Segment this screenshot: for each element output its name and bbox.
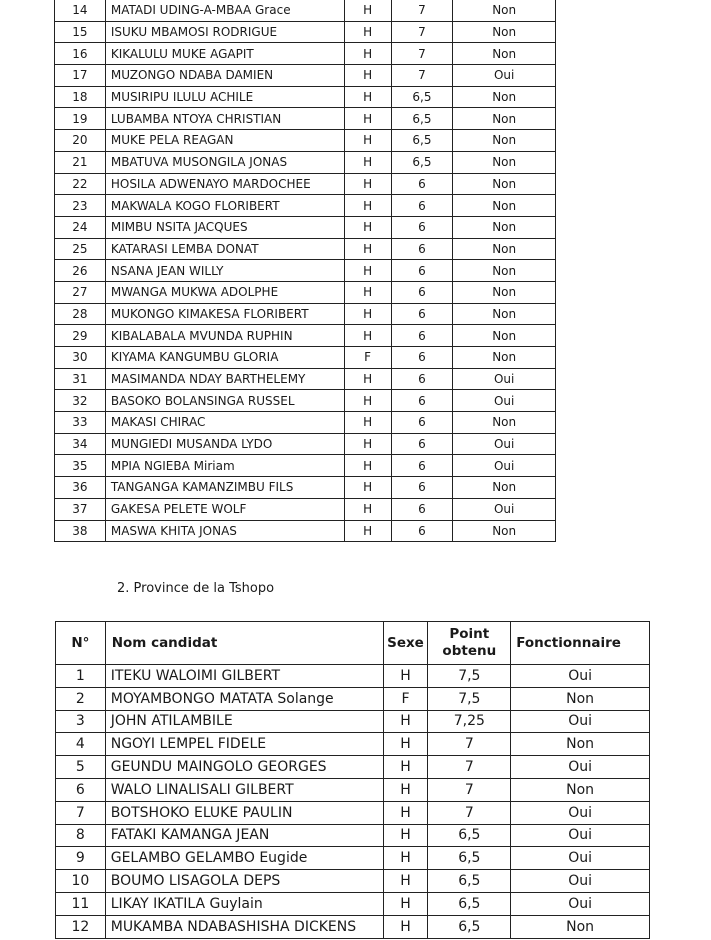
header-number: N° <box>56 622 106 665</box>
table-row <box>55 303 556 325</box>
cell-points: 6 <box>391 238 453 260</box>
cell-points: 7 <box>428 733 511 756</box>
cell-sexe: H <box>383 665 428 688</box>
cell-points: 7 <box>391 65 453 87</box>
cell-name: HOSILA ADWENAYO MARDOCHEE <box>105 173 344 195</box>
cell-number: 2 <box>56 687 106 710</box>
cell-name: GEUNDU MAINGOLO GEORGES <box>105 756 383 779</box>
cell-name: MUKONGO KIMAKESA FLORIBERT <box>105 303 344 325</box>
table-row <box>55 21 556 43</box>
cell-fonctionnaire: Non <box>453 173 556 195</box>
cell-fonctionnaire: Oui <box>453 65 556 87</box>
cell-name: MUKE PELA REAGAN <box>105 130 344 152</box>
cell-points: 6 <box>391 433 453 455</box>
cell-fonctionnaire: Oui <box>511 892 650 915</box>
cell-sexe: H <box>383 756 428 779</box>
cell-sexe: H <box>344 281 391 303</box>
table-header <box>56 622 650 665</box>
cell-fonctionnaire: Non <box>511 733 650 756</box>
cell-name: LUBAMBA NTOYA CHRISTIAN <box>105 108 344 130</box>
table-row <box>56 756 650 779</box>
cell-fonctionnaire: Non <box>453 0 556 21</box>
cell-name: MUKAMBA NDABASHISHA DICKENS <box>105 915 383 938</box>
cell-sexe: H <box>344 520 391 542</box>
header-name: Nom candidat <box>105 622 383 665</box>
cell-fonctionnaire: Oui <box>453 498 556 520</box>
cell-sexe: H <box>344 433 391 455</box>
cell-points: 7,25 <box>428 710 511 733</box>
cell-number: 17 <box>55 65 106 87</box>
table-row <box>56 892 650 915</box>
cell-points: 6 <box>391 260 453 282</box>
cell-fonctionnaire: Non <box>453 195 556 217</box>
cell-points: 6 <box>391 455 453 477</box>
cell-name: MASIMANDA NDAY BARTHELEMY <box>105 368 344 390</box>
table-row <box>56 915 650 938</box>
table-row <box>55 130 556 152</box>
cell-sexe: H <box>344 303 391 325</box>
cell-points: 6 <box>391 281 453 303</box>
table-row <box>55 281 556 303</box>
cell-name: ITEKU WALOIMI GILBERT <box>105 665 383 688</box>
cell-sexe: H <box>344 173 391 195</box>
header-points <box>428 622 511 665</box>
cell-points: 6,5 <box>428 892 511 915</box>
cell-points: 6,5 <box>391 130 453 152</box>
cell-name: MOYAMBONGO MATATA Solange <box>105 687 383 710</box>
cell-points: 6 <box>391 412 453 434</box>
cell-name: KIBALABALA MVUNDA RUPHIN <box>105 325 344 347</box>
cell-points: 6,5 <box>428 847 511 870</box>
cell-sexe: H <box>344 325 391 347</box>
cell-sexe: H <box>383 778 428 801</box>
cell-name: WALO LINALISALI GILBERT <box>105 778 383 801</box>
cell-number: 25 <box>55 238 106 260</box>
cell-points: 6,5 <box>428 915 511 938</box>
table-row <box>55 216 556 238</box>
table-row <box>56 687 650 710</box>
table-row <box>55 108 556 130</box>
header-sexe: Sexe <box>383 622 428 665</box>
cell-sexe: H <box>383 870 428 893</box>
cell-points: 6 <box>391 173 453 195</box>
cell-fonctionnaire: Oui <box>453 433 556 455</box>
cell-number: 12 <box>56 915 106 938</box>
cell-points: 6,5 <box>391 151 453 173</box>
cell-name: MASWA KHITA JONAS <box>105 520 344 542</box>
cell-number: 20 <box>55 130 106 152</box>
cell-sexe: H <box>344 390 391 412</box>
cell-sexe: H <box>344 238 391 260</box>
cell-sexe: H <box>383 733 428 756</box>
table-row <box>55 260 556 282</box>
cell-sexe: H <box>344 477 391 499</box>
cell-number: 34 <box>55 433 106 455</box>
cell-name: NGOYI LEMPEL FIDELE <box>105 733 383 756</box>
cell-fonctionnaire: Oui <box>453 368 556 390</box>
cell-sexe: H <box>383 710 428 733</box>
cell-sexe: H <box>383 801 428 824</box>
cell-fonctionnaire: Non <box>453 216 556 238</box>
cell-number: 22 <box>55 173 106 195</box>
cell-fonctionnaire: Oui <box>511 710 650 733</box>
cell-points: 6 <box>391 347 453 369</box>
cell-points: 6,5 <box>391 86 453 108</box>
cell-sexe: H <box>344 65 391 87</box>
table-row <box>55 151 556 173</box>
cell-sexe: H <box>344 455 391 477</box>
cell-number: 37 <box>55 498 106 520</box>
cell-name: MUZONGO NDABA DAMIEN <box>105 65 344 87</box>
cell-number: 8 <box>56 824 106 847</box>
cell-points: 7 <box>428 778 511 801</box>
cell-name: MATADI UDING-A-MBAA Grace <box>105 0 344 21</box>
cell-sexe: H <box>344 130 391 152</box>
cell-number: 21 <box>55 151 106 173</box>
cell-name: MAKWALA KOGO FLORIBERT <box>105 195 344 217</box>
cell-points: 7 <box>428 756 511 779</box>
cell-name: MBATUVA MUSONGILA JONAS <box>105 151 344 173</box>
cell-number: 16 <box>55 43 106 65</box>
cell-number: 4 <box>56 733 106 756</box>
cell-fonctionnaire: Non <box>453 303 556 325</box>
cell-points: 7,5 <box>428 665 511 688</box>
cell-number: 29 <box>55 325 106 347</box>
table-row <box>55 173 556 195</box>
candidates-table-tshopo <box>55 621 650 939</box>
table-row <box>55 477 556 499</box>
cell-sexe: H <box>344 0 391 21</box>
cell-number: 11 <box>56 892 106 915</box>
cell-number: 38 <box>55 520 106 542</box>
table-row <box>55 455 556 477</box>
cell-points: 7 <box>391 0 453 21</box>
cell-name: MPIA NGIEBA Miriam <box>105 455 344 477</box>
table-row <box>55 325 556 347</box>
cell-sexe: H <box>383 824 428 847</box>
cell-fonctionnaire: Oui <box>511 756 650 779</box>
section-heading-tshopo: 2. Province de la Tshopo <box>117 581 275 596</box>
cell-number: 6 <box>56 778 106 801</box>
cell-sexe: H <box>344 368 391 390</box>
cell-number: 33 <box>55 412 106 434</box>
cell-fonctionnaire: Non <box>453 108 556 130</box>
cell-points: 6 <box>391 195 453 217</box>
cell-number: 36 <box>55 477 106 499</box>
table-row <box>55 368 556 390</box>
table-row <box>55 498 556 520</box>
cell-name: MUNGIEDI MUSANDA LYDO <box>105 433 344 455</box>
candidates-table-continued <box>54 0 556 542</box>
header-points-line2: obtenu <box>442 643 497 659</box>
cell-number: 18 <box>55 86 106 108</box>
cell-number: 24 <box>55 216 106 238</box>
cell-fonctionnaire: Oui <box>511 847 650 870</box>
table-row <box>56 870 650 893</box>
table-row <box>56 665 650 688</box>
cell-points: 6 <box>391 477 453 499</box>
cell-fonctionnaire: Non <box>453 477 556 499</box>
cell-number: 26 <box>55 260 106 282</box>
cell-points: 7,5 <box>428 687 511 710</box>
table-row <box>55 0 556 21</box>
cell-sexe: H <box>344 86 391 108</box>
cell-sexe: H <box>344 21 391 43</box>
cell-name: MUSIRIPU ILULU ACHILE <box>105 86 344 108</box>
cell-name: LIKAY IKATILA Guylain <box>105 892 383 915</box>
cell-points: 6,5 <box>391 108 453 130</box>
cell-fonctionnaire: Non <box>511 778 650 801</box>
cell-fonctionnaire: Non <box>511 687 650 710</box>
cell-points: 6,5 <box>428 870 511 893</box>
table-row <box>56 847 650 870</box>
table-row <box>55 520 556 542</box>
cell-sexe: H <box>344 216 391 238</box>
cell-fonctionnaire: Non <box>453 43 556 65</box>
cell-name: KIKALULU MUKE AGAPIT <box>105 43 344 65</box>
cell-points: 6 <box>391 368 453 390</box>
cell-fonctionnaire: Non <box>511 915 650 938</box>
cell-name: KIYAMA KANGUMBU GLORIA <box>105 347 344 369</box>
cell-sexe: H <box>344 498 391 520</box>
cell-number: 1 <box>56 665 106 688</box>
header-points-line1: Point <box>449 626 490 642</box>
cell-sexe: H <box>344 151 391 173</box>
cell-number: 5 <box>56 756 106 779</box>
cell-number: 14 <box>55 0 106 21</box>
cell-sexe: H <box>383 892 428 915</box>
cell-number: 23 <box>55 195 106 217</box>
cell-number: 30 <box>55 347 106 369</box>
cell-sexe: H <box>383 915 428 938</box>
cell-fonctionnaire: Non <box>453 86 556 108</box>
cell-fonctionnaire: Non <box>453 520 556 542</box>
cell-name: KATARASI LEMBA DONAT <box>105 238 344 260</box>
cell-fonctionnaire: Oui <box>511 824 650 847</box>
cell-number: 15 <box>55 21 106 43</box>
cell-points: 6 <box>391 216 453 238</box>
cell-name: NSANA JEAN WILLY <box>105 260 344 282</box>
cell-fonctionnaire: Oui <box>511 870 650 893</box>
cell-number: 10 <box>56 870 106 893</box>
cell-number: 31 <box>55 368 106 390</box>
cell-fonctionnaire: Non <box>453 281 556 303</box>
cell-fonctionnaire: Non <box>453 412 556 434</box>
cell-points: 7 <box>391 43 453 65</box>
cell-sexe: F <box>344 347 391 369</box>
table-row <box>55 86 556 108</box>
cell-sexe: H <box>344 195 391 217</box>
cell-fonctionnaire: Non <box>453 151 556 173</box>
cell-name: JOHN ATILAMBILE <box>105 710 383 733</box>
cell-name: BOUMO LISAGOLA DEPS <box>105 870 383 893</box>
cell-fonctionnaire: Non <box>453 130 556 152</box>
cell-number: 27 <box>55 281 106 303</box>
cell-number: 7 <box>56 801 106 824</box>
candidates-table-body <box>55 0 556 542</box>
cell-fonctionnaire: Non <box>453 347 556 369</box>
cell-points: 6 <box>391 325 453 347</box>
cell-name: TANGANGA KAMANZIMBU FILS <box>105 477 344 499</box>
cell-fonctionnaire: Non <box>453 21 556 43</box>
cell-name: BOTSHOKO ELUKE PAULIN <box>105 801 383 824</box>
header-fonctionnaire: Fonctionnaire <box>511 622 650 665</box>
cell-points: 6 <box>391 498 453 520</box>
table-row <box>56 710 650 733</box>
candidates-table-body <box>56 665 650 939</box>
table-row <box>55 433 556 455</box>
table-row <box>55 390 556 412</box>
cell-fonctionnaire: Oui <box>511 801 650 824</box>
cell-sexe: F <box>383 687 428 710</box>
cell-number: 19 <box>55 108 106 130</box>
cell-number: 32 <box>55 390 106 412</box>
cell-name: FATAKI KAMANGA JEAN <box>105 824 383 847</box>
cell-fonctionnaire: Non <box>453 260 556 282</box>
cell-points: 6 <box>391 520 453 542</box>
table-row <box>56 824 650 847</box>
cell-points: 7 <box>391 21 453 43</box>
cell-name: MIMBU NSITA JACQUES <box>105 216 344 238</box>
cell-sexe: H <box>344 108 391 130</box>
cell-number: 35 <box>55 455 106 477</box>
table-row <box>55 65 556 87</box>
cell-points: 6 <box>391 390 453 412</box>
cell-number: 9 <box>56 847 106 870</box>
cell-fonctionnaire: Oui <box>511 665 650 688</box>
table-row <box>56 778 650 801</box>
cell-sexe: H <box>344 260 391 282</box>
header-row <box>56 622 650 665</box>
table-row <box>55 195 556 217</box>
cell-name: BASOKO BOLANSINGA RUSSEL <box>105 390 344 412</box>
table-row <box>56 801 650 824</box>
cell-fonctionnaire: Non <box>453 238 556 260</box>
cell-name: GAKESA PELETE WOLF <box>105 498 344 520</box>
cell-fonctionnaire: Oui <box>453 390 556 412</box>
cell-number: 28 <box>55 303 106 325</box>
table-row <box>55 238 556 260</box>
table-row <box>55 43 556 65</box>
cell-points: 6 <box>391 303 453 325</box>
cell-name: MWANGA MUKWA ADOLPHE <box>105 281 344 303</box>
cell-name: ISUKU MBAMOSI RODRIGUE <box>105 21 344 43</box>
cell-sexe: H <box>344 43 391 65</box>
cell-sexe: H <box>344 412 391 434</box>
cell-fonctionnaire: Non <box>453 325 556 347</box>
cell-name: MAKASI CHIRAC <box>105 412 344 434</box>
table-row <box>56 733 650 756</box>
cell-name: GELAMBO GELAMBO Eugide <box>105 847 383 870</box>
table-row <box>55 347 556 369</box>
table-row <box>55 412 556 434</box>
cell-number: 3 <box>56 710 106 733</box>
cell-sexe: H <box>383 847 428 870</box>
cell-points: 7 <box>428 801 511 824</box>
cell-points: 6,5 <box>428 824 511 847</box>
cell-fonctionnaire: Oui <box>453 455 556 477</box>
